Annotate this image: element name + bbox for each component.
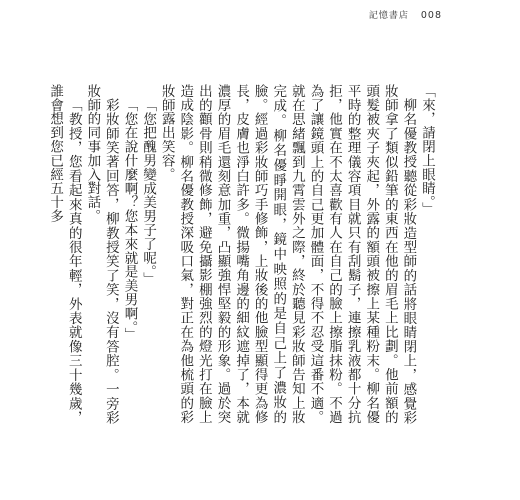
book-title: 記憶書店 bbox=[368, 11, 409, 21]
paragraph: 「您把醜男變成美男子了呢。」 bbox=[140, 97, 157, 286]
paragraph: 「來，請閉上眼睛。」 bbox=[419, 84, 435, 217]
paragraph: 柳名優教授聽從彩妝造型師的話將眼睛閉上，感覺彩妝師拿了類似鉛筆的東西在他的眉毛上比劃。他前額的頭髮被夾子夾起，外露的額頭被擦上某種粉末。柳名優平時的整理儀容項目就只有刮鬍子，連擦乳液都十分抗拒，他實在不太喜歡有人在自己的臉上擦脂抹粉。不過為了讓鏡頭上的自己更加體面，不得不忍受這番不適。就在思緒飄到九霄雲外之際，終於聽見彩妝師告知上妝完成。柳名優睜開眼，鏡中映照的是自己上了濃妝的臉。經過彩妝師巧手修飾，上妝後的他臉型顯得更為修長，皮膚也淨白許多。微揚嘴角邊的細紋遮掉了，本就濃厚的眉毛還刻意加重，凸顯強悍堅毅的形象。過於突出的顴骨則稍微修飾，避免攝影棚強烈的燈光打在臉上造成陰影。柳名優教授深吸口氣，對正在為他梳頭的彩妝師露出笑容。 bbox=[158, 84, 417, 424]
paragraph: 彩妝師笑著回答，柳教授笑了笑，沒有答腔。一旁彩妝師的同事加入對話。 bbox=[84, 84, 119, 424]
paragraph: 「您在說什麼啊？您本來就是美男啊。」 bbox=[121, 97, 138, 341]
running-header bbox=[369, 8, 442, 21]
page-number: 008 bbox=[420, 10, 442, 21]
paragraph: 「教授，您看起來真的很年輕，外表就像三十幾歲，誰會想到您已經五十多 bbox=[47, 84, 82, 424]
page-body bbox=[47, 84, 436, 424]
